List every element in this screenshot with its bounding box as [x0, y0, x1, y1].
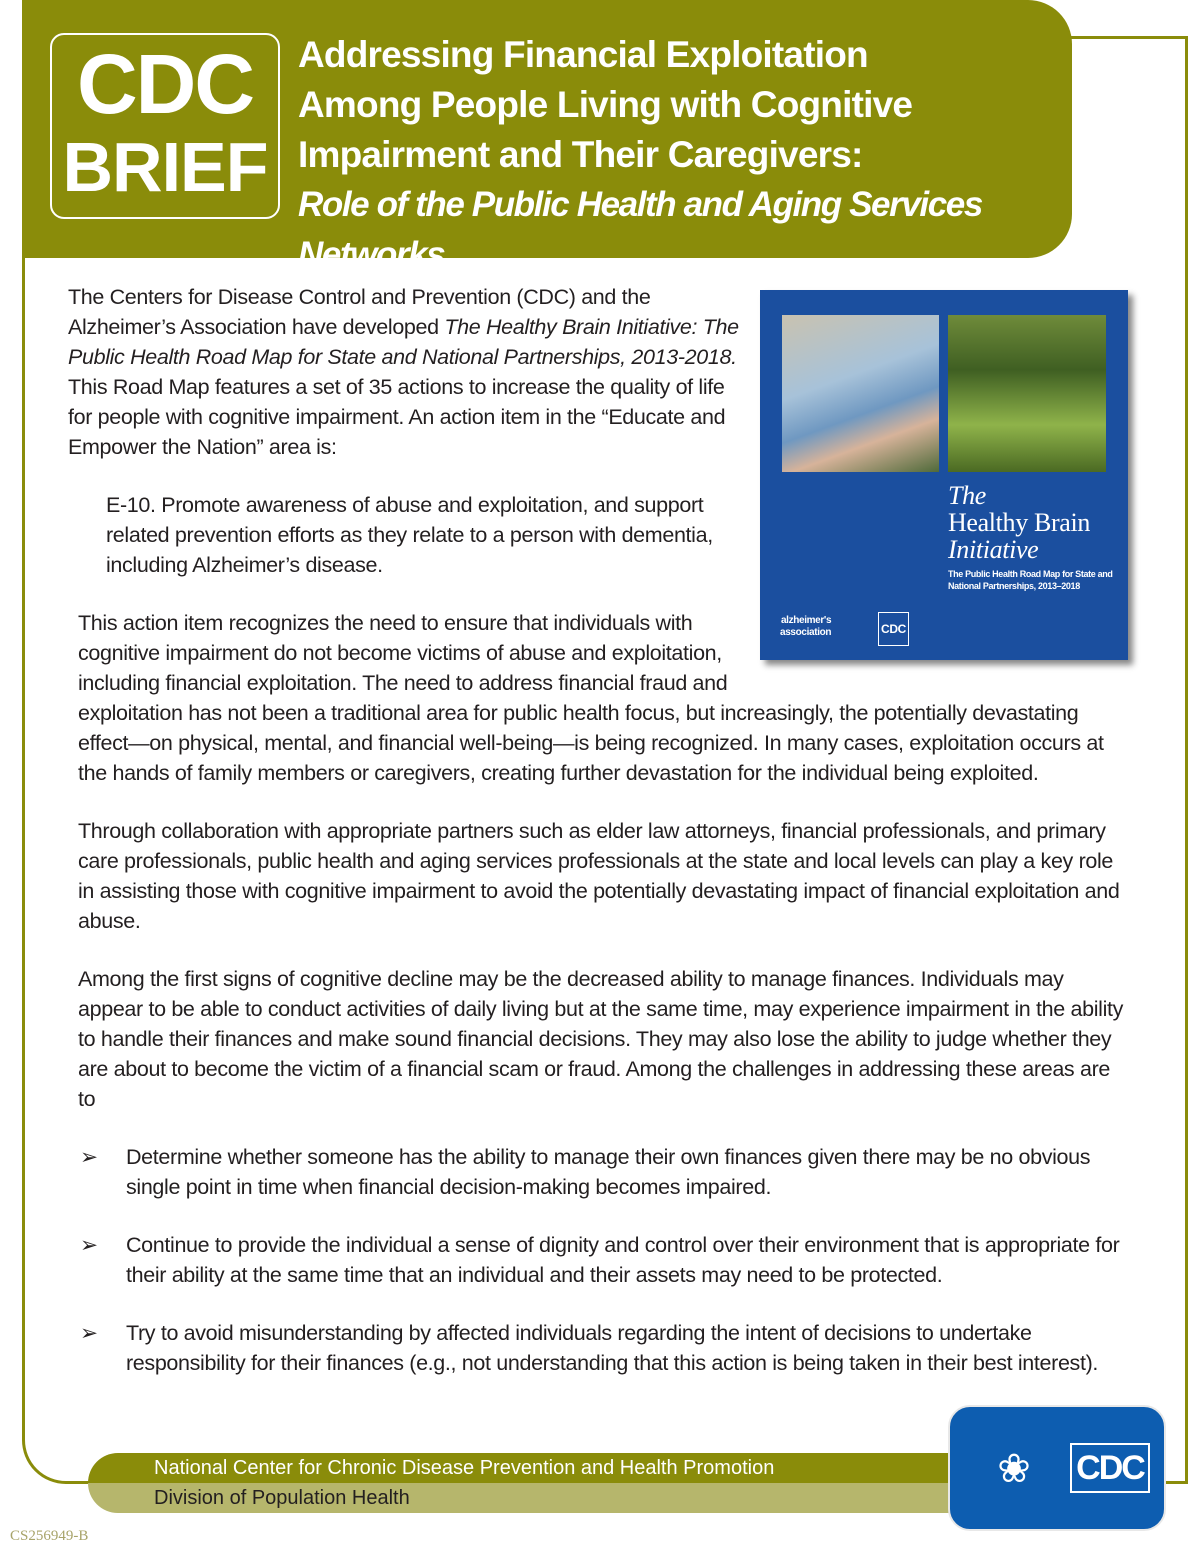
cover-cdc-logo: CDC	[878, 612, 909, 646]
footer-division-name: Division of Population Health	[88, 1483, 950, 1513]
page-title	[298, 30, 1072, 280]
arrow-bullet-icon: ➢	[80, 1233, 98, 1257]
arrow-bullet-icon: ➢	[80, 1145, 98, 1169]
alz-line: association	[780, 627, 832, 638]
book-cover-image	[760, 290, 1128, 660]
badge-line-1: CDC	[77, 37, 253, 131]
document-code: CS256949-B	[10, 1528, 89, 1544]
bullet-text: Determine whether someone has the ability to manage their own finances given there may be no obvious single point in time when financial decision-making becomes impaired.	[126, 1145, 1091, 1199]
paragraph: This action item recognizes the need to ensure that individuals with cognitive impairment do not become victims of abuse and exploitation, including financial exploitation. The need to address financial fraud and exploitation has not been a traditional area for public health focus, but increasingly, the potentially devastating effect—on physical, mental, and financial well-being—is being recognized. In many cases, exploitation occurs at the hands of family members or caregivers, creating further devastation for the individual being exploited.	[78, 611, 1104, 785]
cover-title-the: The	[948, 481, 986, 510]
cdc-logo-text: CDC	[1070, 1443, 1150, 1493]
park-photo	[948, 315, 1106, 472]
hhs-cdc-logo	[948, 1405, 1166, 1531]
cover-title-main: Healthy Brain	[948, 508, 1091, 537]
paragraph: Through collaboration with appropriate partners such as elder law attorneys, financial professionals, and primary care professionals, public health and aging services professionals at the state and local levels can play a key role in assisting those with cognitive impairment to avoid the potentially devastating impact of financial exploitation and abuse.	[78, 819, 1120, 933]
page-subtitle: Role of the Public Health and Aging Services Networks	[298, 185, 982, 274]
text: This Road Map features a set of 35 actions to increase the quality of life for people with cognitive impairment. An action item in the “Educate and Empower the Nation” area is:	[68, 375, 726, 459]
cdc-brief-badge	[50, 33, 280, 219]
cover-title-initiative: Initiative	[948, 535, 1039, 564]
cover-title	[948, 482, 1090, 563]
footer-center-name: National Center for Chronic Disease Prevention and Health Promotion	[88, 1453, 950, 1483]
action-item-quote: E-10. Promote awareness of abuse and exploitation, and support related prevention efforts as they relate to a person with dementia, including Alzheimer’s disease.	[106, 493, 713, 577]
alz-line: alzheimer's	[780, 615, 832, 626]
main-content	[68, 282, 1128, 1406]
bullet-item	[78, 1142, 1128, 1202]
grandfather-grandson-photo	[782, 315, 939, 472]
badge-line-2: BRIEF	[62, 128, 268, 206]
title-line: Impairment and Their Caregivers:	[298, 134, 863, 175]
title-line: Among People Living with Cognitive	[298, 84, 913, 125]
alzheimers-association-logo	[780, 615, 831, 639]
arrow-bullet-icon: ➢	[80, 1321, 98, 1345]
hhs-eagle-seal-icon: ❀	[997, 1447, 1031, 1491]
title-line: Addressing Financial Exploitation	[298, 34, 868, 75]
road-map-title: The Healthy Brain Initiative: The Public Health Road Map for State and National Partnerships, 2013-2018.	[68, 315, 739, 369]
text: The Centers for Disease Control and Prevention (CDC) and the Alzheimer’s Association have developed	[68, 285, 651, 339]
bullet-item	[78, 1318, 1128, 1378]
paragraph: Among the first signs of cognitive decline may be the decreased ability to manage finances. Individuals may appear to be able to conduct activities of daily living but at the same time, may experience impairment in the ability to handle their finances and make sound financial decisions. They may also lose the ability to judge whether they are about to become the victim of a financial scam or fraud. Among the challenges in addressing these areas are to	[78, 967, 1124, 1111]
bullet-text: Continue to provide the individual a sense of dignity and control over their environment that is appropriate for their ability at the same time that an individual and their assets may need to be protected.	[126, 1233, 1120, 1287]
cover-subtitle: The Public Health Road Map for State and National Partnerships, 2013–2018	[948, 569, 1113, 591]
bullet-item	[78, 1230, 1128, 1290]
header-banner	[22, 0, 1072, 274]
bullet-text: Try to avoid misunderstanding by affected individuals regarding the intent of decisions to undertake responsibility for their finances (e.g., not understanding that this action is being taken in their best interest).	[126, 1321, 1099, 1375]
